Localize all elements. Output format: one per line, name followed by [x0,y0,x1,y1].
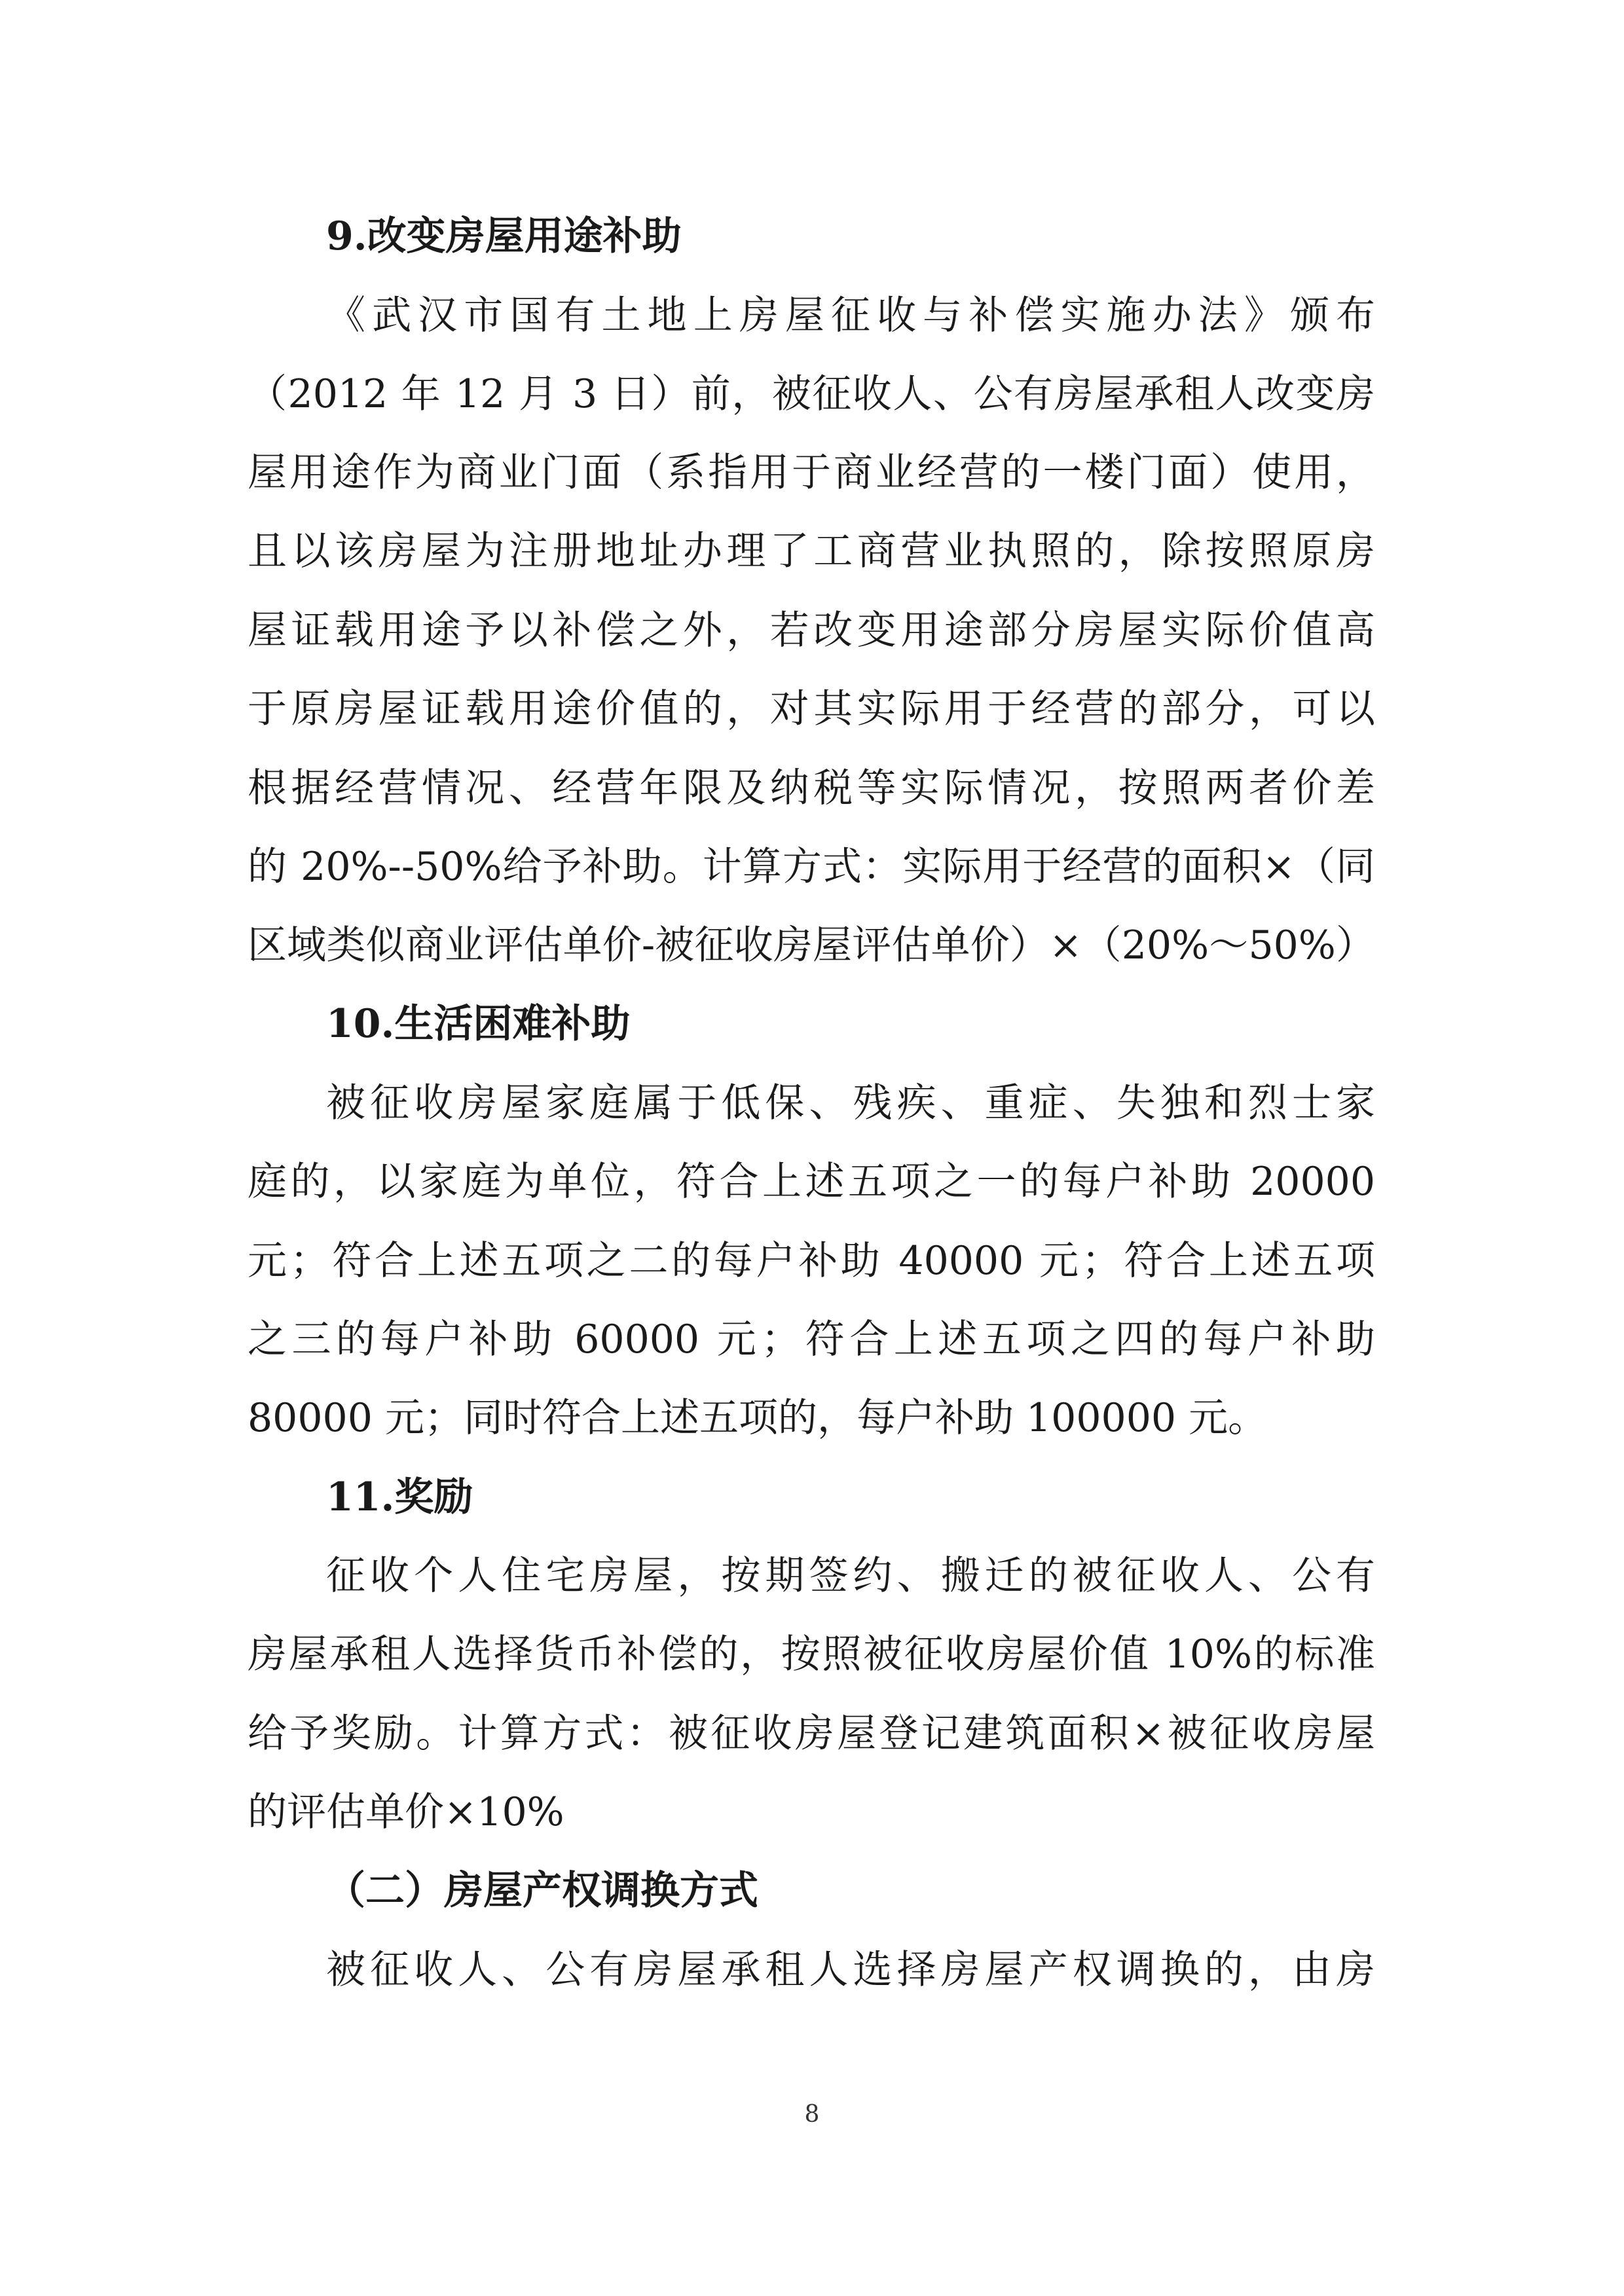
section-heading: 10.生活困难补助 [326,1001,631,1047]
paragraph-line: 的 20%--50%给予补助。计算方式：实际用于经营的面积×（同 [248,844,1375,890]
section-heading: 9.改变房屋用途补助 [326,213,682,259]
section-heading: 11.奖励 [326,1474,473,1520]
paragraph-line: 被征收人、公有房屋承租人选择房屋产权调换的，由房 [326,1947,1375,1993]
paragraph-line: 给予奖励。计算方式：被征收房屋登记建筑面积×被征收房屋 [248,1711,1375,1757]
paragraph-line: 80000 元；同时符合上述五项的，每户补助 100000 元。 [248,1395,1268,1441]
paragraph-line: 元；符合上述五项之二的每户补助 40000 元；符合上述五项 [248,1238,1375,1284]
paragraph-line: 《武汉市国有土地上房屋征收与补偿实施办法》颁布 [326,293,1375,338]
paragraph-line: 根据经营情况、经营年限及纳税等实际情况，按照两者价差 [248,765,1375,811]
paragraph-line: 征收个人住宅房屋，按期签约、搬迁的被征收人、公有 [326,1553,1375,1599]
paragraph-line: 区域类似商业评估单价-被征收房屋评估单价）×（20%～50%） [248,922,1375,968]
paragraph-line: 之三的每户补助 60000 元；符合上述五项之四的每户补助 [248,1317,1375,1362]
page-number: 8 [804,2101,820,2128]
paragraph-line: 庭的，以家庭为单位，符合上述五项之一的每户补助 20000 [248,1159,1375,1205]
paragraph-line: 房屋承租人选择货币补偿的，按照被征收房屋价值 10%的标准 [248,1631,1375,1677]
paragraph-line: 且以该房屋为注册地址办理了工商营业执照的，除按照原房 [248,528,1375,574]
paragraph-line: 屋用途作为商业门面（系指用于商业经营的一楼门面）使用， [248,450,1375,496]
section-heading: （二）房屋产权调换方式 [326,1868,758,1914]
paragraph-line: 于原房屋证载用途价值的，对其实际用于经营的部分，可以 [248,686,1375,732]
paragraph-line: 被征收房屋家庭属于低保、残疾、重症、失独和烈士家 [326,1080,1375,1126]
paragraph-line: 屋证载用途予以补偿之外，若改变用途部分房屋实际价值高 [248,608,1375,653]
paragraph-line: 的评估单价×10% [248,1789,564,1835]
paragraph-line: （2012 年 12 月 3 日）前，被征收人、公有房屋承租人改变房 [248,371,1375,417]
